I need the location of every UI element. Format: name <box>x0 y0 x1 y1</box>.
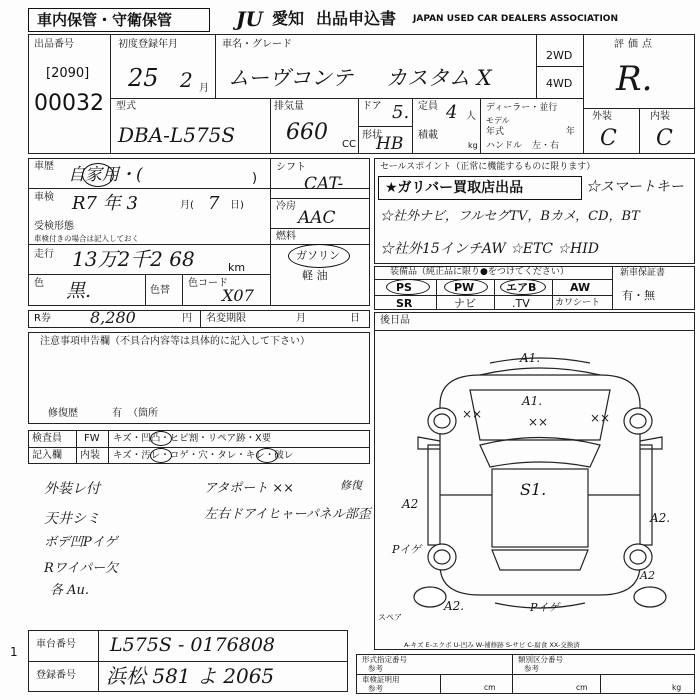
color-code: X07 <box>222 286 254 305</box>
capacity-value: 4 <box>446 102 458 123</box>
name-change-label: 名変期限 <box>206 313 246 324</box>
inspection-month-unit: 月( <box>180 200 194 211</box>
interior-grade: C <box>656 126 673 151</box>
inspector-note-1: 外装レ付 <box>44 481 100 497</box>
name-change-month: 月 <box>296 313 306 324</box>
mark-a2-right: A2. <box>650 511 671 525</box>
mark-a1-hood: A1. <box>522 394 543 408</box>
first-reg-month: 2 <box>180 68 193 92</box>
category-label: 類別区分番号 <box>518 655 563 664</box>
color-code-label: 色コード <box>188 278 228 289</box>
dealer-year-unit: 年 <box>566 127 576 137</box>
dealer-label: ディーラー・並行 <box>486 103 558 113</box>
inspector-note-3: ボデ凹Pイゲ <box>44 535 118 550</box>
inspection-value: R7 年 3 <box>72 193 138 214</box>
inspector-fw-label: FW <box>84 433 100 444</box>
recycle-label: R券 <box>34 313 51 324</box>
association-name: JAPAN USED CAR DEALERS ASSOCIATION <box>413 14 618 24</box>
history-circle <box>82 163 114 187</box>
equipment-pw-circle <box>444 279 488 295</box>
inspection-label: 車検 <box>34 192 54 203</box>
history-label: 車歴 <box>34 161 54 172</box>
inspector-row2: キズ・汚レ・コゲ・穴・タレ・キレ・破レ <box>113 450 294 461</box>
selling-banner-box <box>378 176 582 200</box>
chassis-label: 車台番号 <box>36 639 76 650</box>
displacement-unit: CC <box>342 139 356 150</box>
car-grade: カスタム X <box>386 66 492 90</box>
equipment-ps-circle <box>386 279 430 295</box>
inspector-label-2: 記入欄 <box>32 450 62 461</box>
dealer-model-label: モデル <box>486 116 510 125</box>
fuel-diesel: 軽 油 <box>302 269 328 282</box>
displacement-value: 660 <box>286 120 328 145</box>
lot-code: [2090] <box>46 66 90 81</box>
equipment-airbag-circle <box>500 279 546 295</box>
car-name: ムーヴコンテ <box>228 66 353 90</box>
inspector-in-label: 内装 <box>80 450 100 461</box>
mark-a2-left: A2 <box>402 497 419 511</box>
model-value: DBA-L575S <box>118 123 236 147</box>
mark-xx-hood: ×× <box>528 415 549 429</box>
equipment-tv: .TV <box>512 297 530 310</box>
shift-value: CAT- <box>304 174 344 194</box>
displacement-label: 排気量 <box>274 101 304 112</box>
spare-label: スペア <box>378 613 402 622</box>
designation-label: 形式指定番号 <box>362 655 407 664</box>
reg-date-label: 車検証明用 <box>362 675 400 684</box>
history-value: 自家用・( <box>68 165 143 185</box>
inspector-label-1: 検査員 <box>32 433 62 444</box>
fuel-gasoline: ガソリン <box>296 249 340 262</box>
footer-kg: kg <box>672 683 682 692</box>
inspector-note-5: 各 Au. <box>50 583 90 598</box>
category-ref: 参考 <box>524 664 539 673</box>
recycle-row <box>28 310 370 328</box>
after-delivery-label: 後日品 <box>380 315 410 326</box>
car-name-label: 車名・グレード <box>222 39 292 50</box>
dealer-year-label: 年式 <box>486 127 505 137</box>
notes-label: 注意事項申告欄（不具合内容等は具体的に記入して下さい） <box>40 336 310 347</box>
handle-label: ハンドル <box>486 141 523 151</box>
inspection-form-label: 受検形態 <box>34 221 74 232</box>
mark-a2-rear: A2. <box>444 599 465 613</box>
mileage-label: 走行 <box>34 249 54 260</box>
equipment-sr: SR <box>396 297 413 310</box>
mark-a1-top: A1. <box>520 351 541 365</box>
plate-value: 浜松 581 よ 2065 <box>106 664 275 688</box>
exterior-grade-label: 外装 <box>592 111 612 122</box>
ac-label: 冷房 <box>276 201 296 212</box>
equipment-label: 装備品（純正品に限り●をつけてください） <box>390 267 569 277</box>
equipment-aw: AW <box>570 281 591 294</box>
inspector-note-6: アタポート ×× <box>204 481 295 496</box>
color-swap-label: 色替 <box>150 285 170 296</box>
shift-label: シフト <box>276 162 306 173</box>
mileage-unit: km <box>228 261 246 274</box>
equipment-wseat: カワシート <box>555 298 601 308</box>
fuel-label: 燃料 <box>276 231 296 242</box>
inspector-circle-1 <box>150 431 172 446</box>
repair-location: （箇所 <box>128 408 158 419</box>
org-name: 愛知 <box>272 9 305 28</box>
equipment-airbag: エアB <box>506 281 537 294</box>
load-label: 積載 <box>418 130 438 141</box>
selling-line2: ☆社外ナビ，フルセグTV，Bカメ，CD，BT <box>380 209 640 224</box>
inspection-form-note: 車検付きの場合は記入しておく <box>34 234 139 243</box>
repair-yes: 有 <box>112 408 122 419</box>
new-car-warranty-label: 新車保証書 <box>620 268 666 278</box>
inspector-note-7: 左右ドアイヒャーパネル部歪 <box>204 507 371 522</box>
inspector-circle-2 <box>150 448 172 463</box>
mark-xx-fl: ×× <box>462 407 483 421</box>
drive-2wd: 2WD <box>546 49 573 62</box>
selling-line3: ☆社外15インチAW ☆ETC ☆HID <box>380 241 599 257</box>
mark-pige-rear: Pイゲ <box>530 601 560 614</box>
color-label: 色 <box>34 278 44 289</box>
new-car-warranty-options: 有・無 <box>622 289 655 302</box>
inspector-row1: キズ・凹凸・ヒビ割・リペア跡・X要 <box>113 433 272 444</box>
first-reg-month-unit: 月 <box>199 83 209 94</box>
storage-stamp <box>28 8 210 32</box>
mileage-value: 13万2千2 68 <box>72 247 195 271</box>
inspector-note-4: Rワイパー欠 <box>44 561 119 576</box>
equipment-navi: ナビ <box>454 297 476 310</box>
first-reg-year: 25 <box>128 64 159 92</box>
ju-logo: JU <box>236 7 263 31</box>
margin-mark: 1 <box>10 645 18 659</box>
mark-a2-rear-right: A2 <box>640 569 655 582</box>
storage-stamp-text: 車内保管・守衛保管 <box>37 11 173 29</box>
mark-s1: S1. <box>520 480 547 499</box>
equipment-pw: PW <box>454 281 475 294</box>
doors-value: 5. <box>392 102 410 123</box>
selling-label: セールスポイント（正常に機能するものに限ります） <box>380 162 596 172</box>
name-change-day: 日 <box>350 313 360 324</box>
exterior-grade: C <box>600 126 617 151</box>
repair-label: 修復歴 <box>48 408 78 419</box>
reg-date-ref: 参考 <box>368 684 383 693</box>
mark-xx-fr: ×× <box>590 411 611 425</box>
rating-label: 評価点 <box>614 39 656 50</box>
recycle-value: 8,280 <box>90 308 136 327</box>
history-close: ) <box>252 171 258 186</box>
footer-cm-2: cm <box>576 683 588 692</box>
footer-cm-1: cm <box>484 683 496 692</box>
designation-ref: 参考 <box>368 664 383 673</box>
lot-label: 出品番号 <box>34 39 74 50</box>
damage-legend: A-キズ E-エクボ U-凹み W-補修跡 S-サビ C-腐食 XX-交換済 <box>404 641 580 649</box>
shape-label: 形状 <box>362 130 382 141</box>
first-reg-label: 初度登録年月 <box>118 39 178 50</box>
document-title: 出品申込書 <box>316 9 397 28</box>
model-label: 型式 <box>116 101 136 112</box>
inspector-note-8: 修復 <box>340 479 362 492</box>
recycle-unit: 円 <box>182 313 192 324</box>
plate-label: 登録番号 <box>36 670 76 681</box>
capacity-unit: 人 <box>466 111 476 122</box>
inspector-circle-3 <box>256 448 278 463</box>
chassis-value: L575S - 0176808 <box>110 634 276 656</box>
selling-banner: ★ガリバー買取店出品 <box>385 180 524 196</box>
capacity-label: 定員 <box>418 101 438 112</box>
doors-label: ドア <box>362 101 382 112</box>
equipment-ps: PS <box>396 281 412 294</box>
mark-pige-left: Pイゲ <box>392 543 422 556</box>
drive-4wd: 4WD <box>546 77 573 90</box>
fuel-gasoline-circle <box>288 244 350 268</box>
rating-value: R. <box>616 59 653 99</box>
load-unit: kg <box>468 141 478 150</box>
inspector-note-2: 天井シミ <box>44 511 100 527</box>
lot-number: 00032 <box>34 91 104 116</box>
ac-value: AAC <box>298 208 336 228</box>
inspection-day-unit: 日) <box>230 200 244 211</box>
shape-value: HB <box>376 134 404 154</box>
selling-line1: ☆スマートキー <box>586 179 684 195</box>
interior-grade-label: 内装 <box>650 111 670 122</box>
inspection-day: 7 <box>208 193 220 214</box>
color-value: 黒. <box>66 280 92 302</box>
handle-options: 左・右 <box>532 141 560 151</box>
